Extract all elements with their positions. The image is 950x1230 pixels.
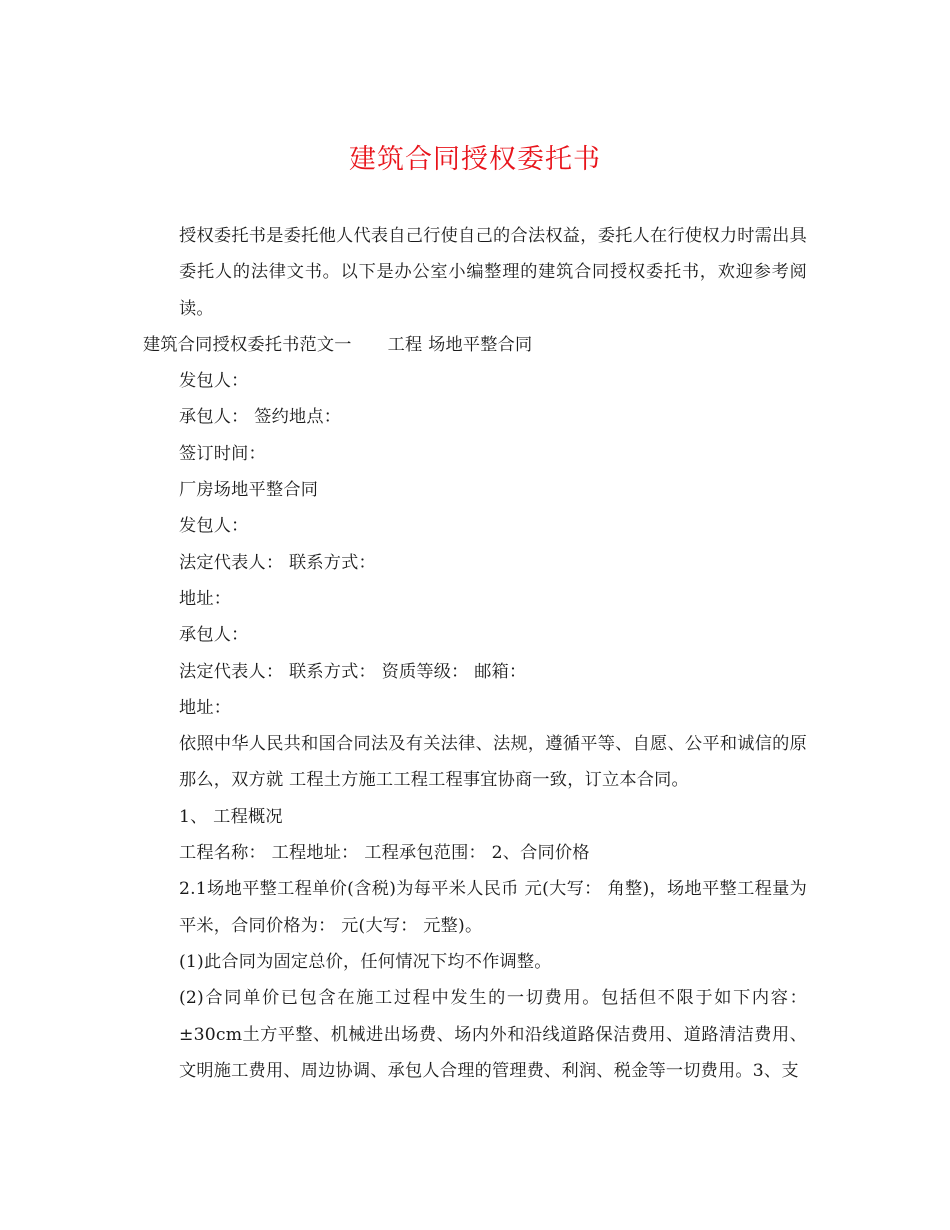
clause-1-paragraph: (1)此合同为固定总价，任何情况下均不作调整。 [179,951,552,972]
price-clause-paragraph: 2.1场地平整工程单价(含税)为每平米人民币 元(大写： 角整)，场地平整工程量为 平米，合同价格为： 元(大写： 元整)。 [179,879,807,936]
party-a-address-line: 地址： [179,588,232,609]
basis-paragraph: 依照中华人民共和国合同法及有关法律、法规，遵循平等、自愿、公平和诚信的原那么，双方就 工程土方施工工程工程事宜协商一致，订立本合同。 [179,734,807,791]
sample-heading: 建筑合同授权委托书范文一 [143,334,352,355]
intro-paragraph: 授权委托书是委托他人代表自己行使自己的合法权益，委托人在行使权力时需出具委托人的法律文书。以下是办公室小编整理的建筑合同授权委托书，欢迎参考阅读。 [179,226,807,319]
project-fields-line: 工程名称： 工程地址： 工程承包范围： 2、合同价格 [179,843,590,864]
party-b-representative-line: 法定代表人： 联系方式： 资质等级： 邮箱： [179,661,527,682]
party-a-line-2: 发包人： [179,516,249,537]
party-a-representative-line: 法定代表人： 联系方式： [179,552,376,573]
party-b-signing-line: 承包人： 签约地点： [179,407,342,428]
party-b-address-line: 地址： [179,697,232,718]
contract-name-line: 厂房场地平整合同 [179,480,319,501]
clause-2-paragraph: (2)合同单价已包含在施工过程中发生的一切费用。包括但不限于如下内容：±30cm土方平整、机械进出场费、场内外和沿线道路保洁费用、道路清洁费用、文明施工费用、周边协调、承包人合理的管理费、利润、税金等一切费用。3、支 [179,988,807,1081]
party-a-line: 发包人： [179,371,249,392]
document-body [143,218,807,1089]
document-title: 建筑合同授权委托书 [349,144,601,175]
section-1-heading: 1、 工程概况 [179,806,283,827]
sample-heading-line [143,327,807,363]
sample-subheading: 工程 场地平整合同 [387,334,533,355]
signing-time-line: 签订时间： [179,443,266,464]
party-b-line-2: 承包人： [179,625,249,646]
